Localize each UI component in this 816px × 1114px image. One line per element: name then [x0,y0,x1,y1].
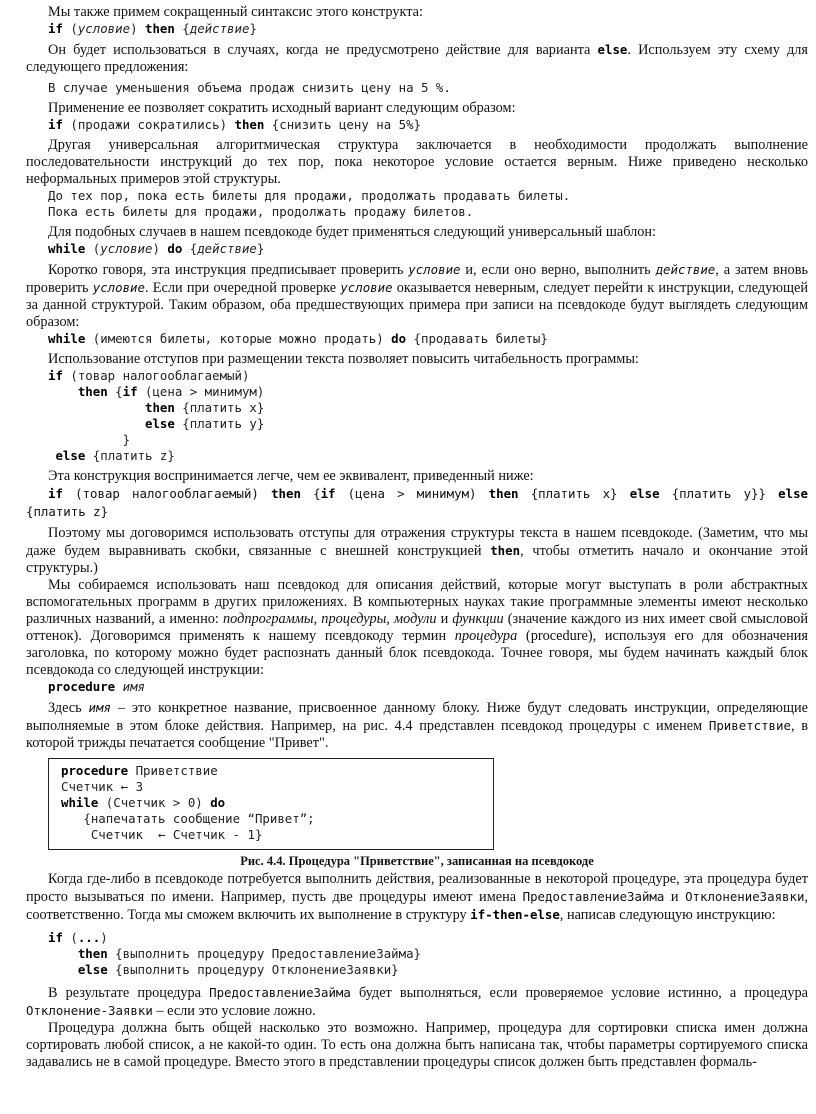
code-line [61,779,493,795]
text-run: имя [122,679,145,694]
code-line [61,763,493,779]
code-line [48,448,808,464]
code-block [26,679,808,695]
text-run: {выполнить процедуру ОтклонениеЗаявки} [107,962,399,977]
text-run: if [48,930,63,945]
text-run: else [597,42,628,57]
text-run: } [256,241,265,256]
text-run [48,946,78,961]
code-block [26,188,808,220]
paragraph [26,137,808,188]
text-run: { [174,21,190,36]
code-line [48,204,808,220]
text-run: procedure [61,763,129,778]
paragraph [26,485,808,521]
code-line [48,188,808,204]
text-run: будет выполняться, если проверяемое условие истинно, а процедура [350,985,809,1001]
text-run: (Счетчик > 0) [98,795,211,810]
text-run: Счетчик ← 3 [61,779,144,794]
code-line [48,368,808,384]
text-run: else [778,486,808,501]
text-run: Эта конструкция воспринимается легче, чем ее эквивалент, приведенный ниже: [48,468,534,484]
text-run: procedure [48,679,116,694]
text-run: then [234,117,265,132]
text-run: if [320,486,336,501]
text-run: и, если оно верно, выполнить [460,262,656,278]
text-run: Коротко говоря, эта инструкция предписывает проверить [48,262,409,278]
code-line [48,21,808,37]
text-run: В случае уменьшения объема продаж снизить цену на 5 %. [48,80,451,95]
text-run: { [182,241,198,256]
text-run: {платить z} [85,448,175,463]
text-run: Счетчик ← Счетчик - 1} [61,827,263,842]
text-run [115,679,122,694]
paragraph [26,525,808,577]
text-run: if [48,117,63,132]
text-run: Отклонение-Заявки [26,1003,153,1018]
text-run: Пока есть билеты для продажи, продолжать продажу билетов. [48,204,474,219]
text-run: {платить x} [174,400,265,415]
text-run: условие [100,241,153,256]
code-line [48,416,808,432]
code-block [26,80,808,96]
text-run: . Используем эту схему для следующего предложения: [26,42,808,75]
text-run: процедура [454,628,518,644]
text-run: Он будет использоваться в случаях, когда не предусмотрено действие для варианта [48,42,598,58]
text-run: ) [152,241,168,256]
paragraph [26,4,808,21]
text-run: } [249,21,257,36]
text-run: else [144,416,175,431]
text-run: then [77,384,108,399]
text-run: ПредоставлениеЗайма [522,889,665,904]
text-run: Приветствие [128,763,218,778]
text-run: if [48,368,63,383]
paragraph [26,1020,808,1071]
text-run: if-then-else [470,907,560,922]
text-run: Процедура должна быть общей насколько это возможно. Например, процедура для сортировки списка имен должна сортировать любой список, а не какой-то один. То есть она должна быть написана так, чтобы параметры сортируемого списка задавались не в самой процедуре. Вместо этого в представлении процедуры список должен быть представлен формаль- [26,1020,808,1070]
text-run: имя [88,700,111,715]
code-line [61,811,493,827]
text-run: then [490,543,521,558]
text-run: и [664,889,686,905]
paragraph [26,871,808,924]
text-run: while [61,795,99,810]
text-run: then [144,21,175,36]
text-run: оказывается неверным, следует перейти к инструкции, следующей за данной структурой. Таким образом, оба предшествующих примера при записи на псевдокоде будут выглядеть следующим образом: [26,280,809,330]
text-run [48,416,145,431]
text-run: do [210,795,226,810]
text-run: {выполнить процедуру ПредоставлениеЗайма} [107,946,421,961]
text-run: } [48,432,131,447]
paragraph [26,577,808,679]
paragraph [26,41,808,76]
code-block [26,21,808,37]
code-block [26,331,808,347]
code-line [48,962,808,978]
text-run: (товар налогооблагаемый) [62,368,250,383]
paragraph [26,224,808,241]
text-run: {платить y} [174,416,265,431]
text-run: Когда где-либо в псевдокоде потребуется выполнить действия, реализованные в некоторой процедуре, эта процедура будет просто вызываться по имени. Например, пусть две процедуры имеют имена [26,871,808,905]
text-run: do [167,241,183,256]
text-run: ПредоставлениеЗайма [209,985,351,1000]
text-run: { [107,384,123,399]
text-run: условие [340,280,393,295]
text-run: {снизить цену на 5%} [264,117,421,132]
text-run: Мы также примем сокращенный синтаксис этого конструкта: [48,4,423,20]
text-run: условие [77,21,131,36]
code-line [48,930,808,946]
code-line [61,827,493,843]
text-run: функции [452,611,504,627]
code-line [61,795,493,811]
text-run: ( [62,930,78,945]
paragraph [26,261,808,331]
code-line [48,400,808,416]
text-run: действие [189,21,250,36]
paragraph [26,468,808,485]
text-run: , чтобы отметить начало и окончание этой структуры.) [26,543,808,576]
text-run: while [48,331,86,346]
text-run: (имеются билеты, которые можно продать) [85,331,392,346]
text-run: Применение ее позволяет сократить исходный вариант следующим образом: [48,100,516,116]
code-line [48,946,808,962]
code-line [48,80,808,96]
code-line [48,384,808,400]
text-run: { [300,486,321,501]
text-run: ( [85,241,101,256]
text-run: then [77,946,108,961]
text-run: if [122,384,138,399]
text-run: ( [62,21,78,36]
code-block [26,117,808,133]
text-run: {платить z} [26,504,109,519]
text-run: (значение каждого из них имеет свой смысловой оттенок). Договоримся применять к нашему псевдокоду термин [26,611,808,644]
text-run: Поэтому мы договоримся использовать отступы для отражения структуры текста в нашем псевдокоде. (Заметим, что мы даже будем выравнивать скобки, связанные с внешней конструкцией [26,525,808,559]
text-run: ОтклонениеЗаявки [685,889,805,904]
text-run: условие [92,280,145,295]
text-run: (цена > минимум) [137,384,265,399]
paragraph [26,699,808,752]
text-run: , написав следующую инструкцию: [559,907,776,923]
text-run: и [436,611,453,627]
figure-caption: Рис. 4.4. Процедура "Приветствие", записанная на псевдокоде [240,854,594,868]
paragraph [26,351,808,368]
text-run: {продавать билеты} [406,331,548,346]
code-block [26,930,808,978]
text-run: условие [408,262,461,277]
text-run: Другая универсальная алгоритмическая структура заключается в необходимости продолжать выполнение последовательности инструкций до тех пор, пока некоторое условие остается верным. Ниже приведено несколько неформальных примеров этой структуры. [26,137,808,187]
text-run: then [488,486,519,501]
text-run: ) [130,21,145,36]
text-run: действие [655,262,716,277]
code-line [48,117,808,133]
text-run [48,384,78,399]
paragraph [26,100,808,117]
text-run: else [55,448,86,463]
text-run: if [48,486,63,501]
text-run [48,400,145,415]
text-run: подпрограммы, процедуры, модули [223,611,437,627]
text-run: then [271,486,301,501]
text-run [48,962,78,977]
text-run: В результате процедура [48,985,210,1001]
text-run: Для подобных случаев в нашем псевдокоде будет применяться следующий универсальный шаблон: [48,224,657,240]
text-run: if [48,21,63,36]
text-run: До тех пор, пока есть билеты для продажи, продолжать продавать билеты. [48,188,571,203]
text-run: , а затем вновь проверить [26,262,808,296]
text-run: ... [77,930,101,945]
code-block [26,241,808,257]
text-run: Здесь [48,700,89,716]
text-run: do [391,331,407,346]
text-run: else [77,962,108,977]
text-run: , соответственно. Тогда мы сможем включить их выполнение в структуру [26,889,808,923]
code-block [26,368,808,464]
code-line [48,241,808,257]
text-run: (товар налогооблагаемый) [62,486,272,501]
code-line [48,331,808,347]
code-line [48,432,808,448]
figure-code-box [48,758,494,850]
text-run: else [629,486,660,501]
text-run: ) [100,930,108,945]
text-run: Приветствие [708,718,791,733]
text-run: {платить x} [518,486,630,501]
text-run: – если это условие ложно. [152,1003,316,1019]
text-run: Использование отступов при размещении текста позволяет повысить читабельность программы: [48,351,639,367]
text-run: Мы собираемся использовать наш псевдокод для описания действий, которые могут выступать в роли абстрактных вспомогательных программ в других приложениях. В компьютерных науках такие программные элементы имеют несколько различных названий, а именно: [26,577,808,627]
text-run: while [48,241,86,256]
text-run: . Если при очередной проверке [144,280,341,296]
text-run: – это конкретное название, присвоенное данному блоку. Ниже будут следовать инструкции, определяющие выполняемые в этом блоке действия. Например, на рис. 4.4 представлен псевдокод процедуры с именем [26,700,808,734]
text-run: then [144,400,175,415]
text-run: , в которой трижды печатается сообщение "Привет". [26,718,808,751]
text-run: действие [197,241,257,256]
text-run: (цена > минимум) [335,486,489,501]
text-run: (procedure), используя его для обозначения заголовка, по которому можно будет распознать данный блок псевдокода. Точнее говоря, мы будем начинать каждый блок псевдокода со следующей инструкции: [26,628,808,678]
text-run: (продажи сократились) [62,117,235,132]
text-run: {платить y}} [659,486,779,501]
code-line [48,679,808,695]
paragraph [26,984,808,1020]
text-run: {напечатать сообщение “Привет”; [61,811,315,826]
